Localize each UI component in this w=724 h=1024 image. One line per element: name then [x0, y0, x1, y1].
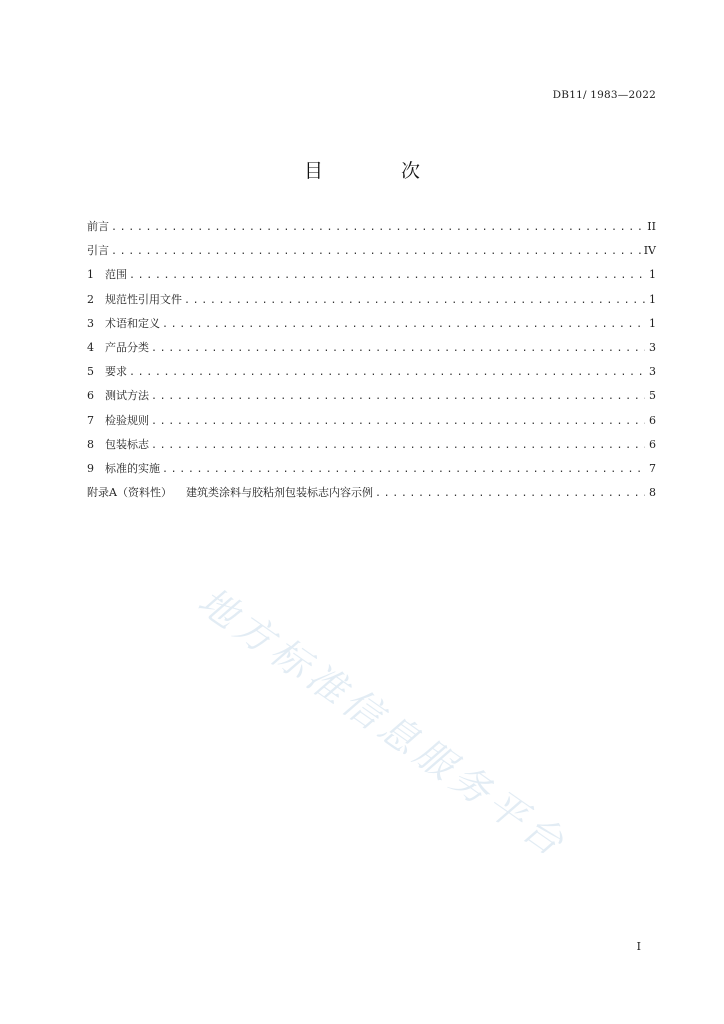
- toc-entry-introduction[interactable]: [87, 242, 656, 266]
- toc-leader-dots: [162, 319, 645, 330]
- toc-entry-label: 规范性引用文件: [105, 292, 182, 306]
- watermark: 地方标准信息服务平台: [190, 578, 576, 868]
- toc-entry-label: 包装标志: [105, 437, 149, 451]
- toc-list: [87, 218, 656, 508]
- toc-entry-label: 检验规则: [105, 413, 149, 427]
- toc-leader-dots: [151, 440, 645, 451]
- toc-entry-test-methods[interactable]: [87, 387, 656, 411]
- toc-entry-product-classification[interactable]: [87, 339, 656, 363]
- toc-entry-scope[interactable]: [87, 266, 656, 290]
- toc-entry-number: 5: [87, 365, 94, 379]
- toc-entry-page: 6: [649, 437, 656, 451]
- toc-leader-dots: [129, 367, 645, 378]
- toc-leader-dots: [111, 246, 641, 257]
- toc-entry-page: IV: [643, 244, 656, 258]
- toc-entry-number: 7: [87, 413, 94, 427]
- toc-leader-dots: [151, 391, 645, 402]
- toc-entry-normative-references[interactable]: [87, 291, 656, 315]
- toc-entry-foreword[interactable]: [87, 218, 656, 242]
- toc-entry-number: 8: [87, 437, 94, 451]
- toc-entry-page: 5: [649, 389, 656, 403]
- toc-entry-number: 4: [87, 340, 94, 354]
- toc-entry-page: 7: [649, 461, 656, 475]
- toc-leader-dots: [375, 488, 645, 499]
- toc-entry-number: 1: [87, 268, 94, 282]
- toc-entry-page: 6: [649, 413, 656, 427]
- toc-entry-label: [87, 484, 373, 500]
- toc-entry-page: 3: [649, 365, 656, 379]
- toc-entry-annex-a[interactable]: [87, 484, 656, 508]
- toc-leader-dots: [184, 295, 645, 306]
- toc-entry-terms-definitions[interactable]: [87, 315, 656, 339]
- toc-entry-implementation[interactable]: [87, 460, 656, 484]
- document-code: DB11/ 1983—2022: [552, 89, 656, 101]
- toc-entry-number: 9: [87, 461, 94, 475]
- toc-leader-dots: [111, 222, 644, 233]
- toc-entry-page: II: [647, 220, 656, 233]
- toc-leader-dots: [129, 270, 645, 281]
- toc-entry-page: 1: [649, 316, 656, 330]
- toc-entry-packaging-marking[interactable]: [87, 436, 656, 460]
- toc-entry-number: 3: [87, 316, 94, 330]
- toc-entry-requirements[interactable]: [87, 363, 656, 387]
- annex-label: 附录A（资料性）: [87, 486, 172, 500]
- toc-leader-dots: [151, 416, 645, 427]
- toc-entry-number: 6: [87, 389, 94, 403]
- toc-leader-dots: [151, 343, 645, 354]
- annex-title: 建筑类涂料与胶粘剂包装标志内容示例: [185, 486, 373, 500]
- toc-entry-label: 产品分类: [105, 340, 149, 354]
- toc-entry-page: 1: [649, 268, 656, 282]
- toc-entry-label: 术语和定义: [105, 316, 160, 330]
- toc-entry-inspection-rules[interactable]: [87, 412, 656, 436]
- toc-entry-label: 测试方法: [105, 389, 149, 403]
- page-number: I: [636, 940, 641, 953]
- toc-entry-label: 范围: [105, 268, 127, 282]
- toc-entry-page: 3: [649, 340, 656, 354]
- toc-entry-label: 要求: [105, 365, 127, 379]
- toc-entry-label: 标准的实施: [105, 461, 160, 475]
- toc-entry-page: 8: [649, 486, 656, 500]
- toc-entry-number: 2: [87, 292, 94, 306]
- toc-leader-dots: [162, 464, 645, 475]
- toc-entry-label: 前言: [87, 220, 109, 233]
- toc-entry-label: 引言: [87, 244, 109, 258]
- toc-entry-page: 1: [649, 292, 656, 306]
- toc-title: 目 次: [303, 160, 457, 182]
